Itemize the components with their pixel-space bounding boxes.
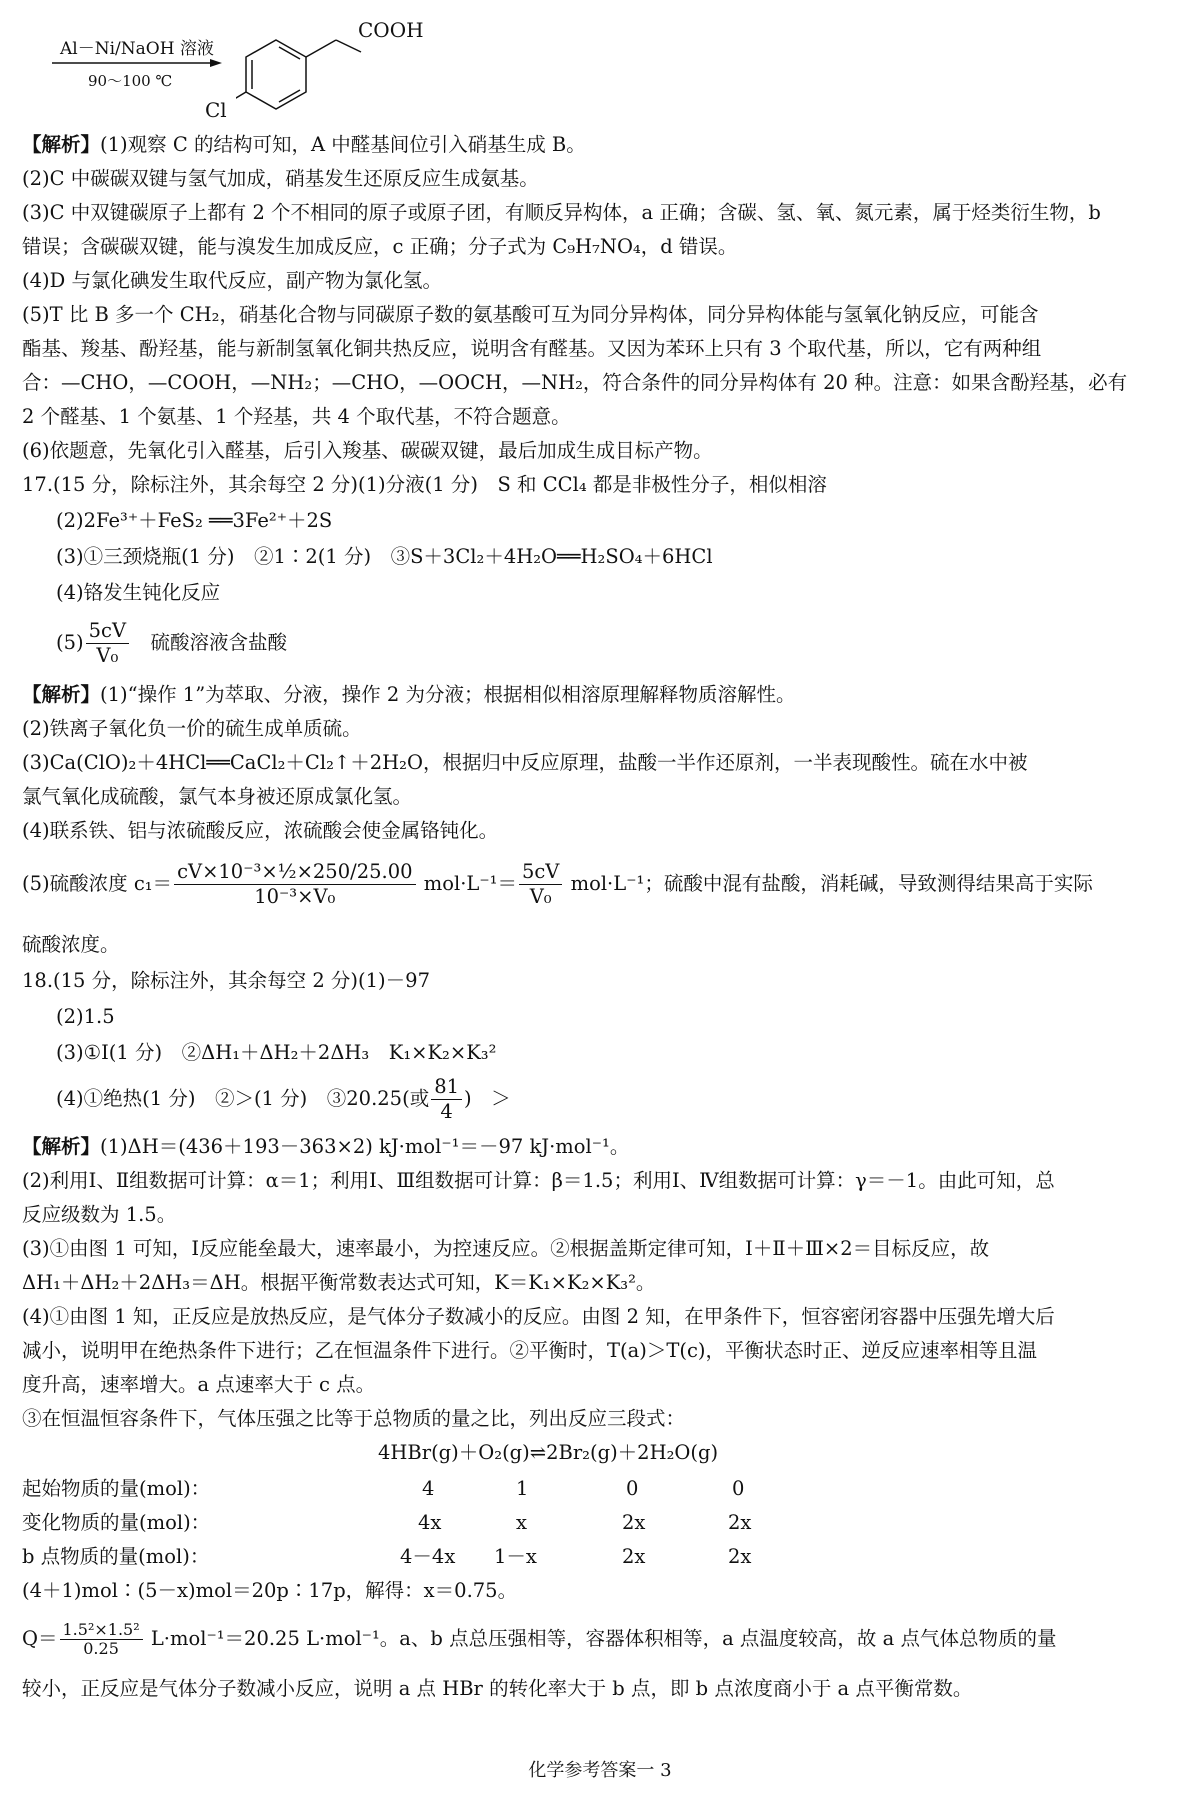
q17-analysis-4: (4)联系铁、铝与浓硫酸反应，浓硫酸会使金属铬钝化。 xyxy=(22,819,499,842)
q18-analysis-3a: (3)①由图 1 可知，Ⅰ反应能垒最大，速率最小，为控速反应。②根据盖斯定律可知，Ⅰ＋Ⅱ＋Ⅲ×2＝目标反应，故 xyxy=(22,1237,990,1260)
q17-analysis-5b: 硫酸浓度。 xyxy=(22,933,120,956)
page-footer: 化学参考答案一 3 xyxy=(528,1760,672,1781)
fraction: $\frac{5cV}{\text{V₀}}$ xyxy=(86,619,129,668)
q18-calc-1: (4＋1)mol∶(5－x)mol＝20p∶17p，解得：x＝0.75。 xyxy=(22,1579,518,1602)
q16-analysis-5c: 合：—CHO，—COOH，—NH₂；—CHO，—OOCH，—NH₂，符合条件的同分异构体有 20 种。注意：如果含酚羟基，必有 xyxy=(22,371,1128,394)
q18-analysis-4a: (4)①由图 1 知，正反应是放热反应，是气体分子数减小的反应。由图 2 知，在甲条件下，恒容密闭容器中压强先增大后 xyxy=(22,1305,1055,1328)
q17-answer-3: (3)①三颈烧瓶(1 分) ②1∶2(1 分) ③S＋3Cl₂＋4H₂O══H₂SO₄＋6HCl xyxy=(56,545,713,568)
q16-analysis-4: (4)D 与氯化碘发生取代反应，副产物为氯化氢。 xyxy=(22,269,442,292)
q18-analysis-1: 【解析】(1)ΔH＝(436＋193－363×2) kJ·mol⁻¹＝－97 kJ·mol⁻¹。 xyxy=(22,1135,630,1158)
fraction: $\frac{5cV}{\text{V₀}}$ xyxy=(519,860,562,909)
q16-analysis-2: (2)C 中碳碳双键与氢气加成，硝基发生还原反应生成氨基。 xyxy=(22,167,539,190)
q18-answer-2: (2)1.5 xyxy=(56,1005,115,1028)
fraction: $\frac{\text{cV×10⁻³×½×250/25.00}}{\text{10⁻³×V₀}}$ xyxy=(174,860,415,909)
q16-analysis-5b: 酯基、羧基、酚羟基，能与新制氢氧化铜共热反应，说明含有醛基。又因为苯环上只有 3 个取代基，所以，它有两种组 xyxy=(22,337,1042,360)
q18-analysis-2b: 反应级数为 1.5。 xyxy=(22,1203,177,1226)
q17-analysis-5: (5)硫酸浓度 c₁＝ $\frac{\text{cV×10⁻³×½×250/25.00}}{\text{10⁻³×V₀}}$ mol·L⁻¹＝ $\frac{5cV}{\text{V₀}}$ mol·L⁻¹；硫酸中混有盐酸，消耗碱，导致测得结果高于实际 xyxy=(22,860,1093,908)
reaction-equation: 4HBr(g)＋O₂(g)⇌2Br₂(g)＋2H₂O(g) xyxy=(378,1441,719,1464)
q17-answer-4: (4)铬发生钝化反应 xyxy=(56,581,221,604)
q18-analysis-3b: ΔH₁＋ΔH₂＋2ΔH₃＝ΔH。根据平衡常数表达式可知，K＝K₁×K₂×K₃²。 xyxy=(22,1271,656,1294)
q16-analysis-5d: 2 个醛基、1 个氨基、1 个羟基，共 4 个取代基，不符合题意。 xyxy=(22,405,571,428)
q18-analysis-last: 较小，正反应是气体分子数减小反应，说明 a 点 HBr 的转化率大于 b 点，即 b 点浓度商小于 a 点平衡常数。 xyxy=(22,1677,973,1700)
q17-analysis-3b: 氯气氧化成硫酸，氯气本身被还原成氯化氢。 xyxy=(22,785,413,808)
q18-answer-4: (4)①绝热(1 分) ②＞(1 分) ③20.25(或 $\frac{81}{4}$ ) ＞ xyxy=(56,1075,511,1123)
q16-analysis-1: 【解析】(1)观察 C 的结构可知，A 中醛基间位引入硝基生成 B。 xyxy=(22,133,586,156)
q18-analysis-2a: (2)利用Ⅰ、Ⅱ组数据可计算：α＝1；利用Ⅰ、Ⅲ组数据可计算：β＝1.5；利用Ⅰ、Ⅳ组数据可计算：γ＝－1。由此可知，总 xyxy=(22,1169,1055,1192)
fraction: $\frac{\text{1.5²×1.5²}}{0.25}$ xyxy=(60,1621,143,1658)
q17-analysis-1: 【解析】(1)“操作 1”为萃取、分液，操作 2 为分液；根据相似相溶原理解释物质溶解性。 xyxy=(22,683,796,706)
cl-group: Cl xyxy=(205,98,227,122)
answer-page: Al－Ni/NaOH 溶液 90～100 ℃ COOH Cl 【解析】(1)观察 C 的结构可知，A 中醛基间位引入硝基生成 B。 (2)C 中碳碳双键与氢气加成，硝基发生还原反应生成氨基。 (3)C 中双键碳原子上都有 2 个不相同的原子或原子团，有顺反异构体，a 正确；含碳、氢、氧、氮元素，属于烃类衍生物，b 错误；含碳碳双键，能与溴发生加成反应，c 正确；分子式为 C₉H₇NO₄，d 错误。 (4)D 与氯化碘发生取代反应，副产物为氯化氢。 (5)T 比 B 多一个 CH₂，硝基化合物与同碳原子数的氨基酸可互为同分异构体，同分异构体能与氢氧化钠反应，可能含 酯基、羧基、酚羟基，能与新制氢氧化铜共热反应，说明含有醛基。又因为苯环上只有 3 个取代基，所以，它有两种组 合：—CHO，—COOH，—NH₂；—CHO，—OOCH，—NH₂，符合条件的同分异构体有 20 种。注意：如果含酚羟基，必有 2 个醛基、1 个氨基、1 个羟基，共 4 个取代基，不符合题意。 (6)依题意，先氧化引入醛基，后引入羧基、碳碳双键，最后加成生成目标产物。 17.(15 分，除标注外，其余每空 2 分)(1)分液(1 分) S 和 CCl₄ 都是非极性分子，相似相溶 (2)2Fe³⁺＋FeS₂ ══3Fe²⁺＋2S (3)①三颈烧瓶(1 分) ②1∶2(1 分) ③S＋3Cl₂＋4H₂O══H₂SO₄＋6HCl (4)铬发生钝化反应 (5) $\frac{5cV}{\text{V₀}}$ 硫酸溶液含盐酸 【解析】(1)“操作 1”为萃取、分液，操作 2 为分液；根据相似相溶原理解释物质溶解性。 (2)铁离子氧化负一价的硫生成单质硫。 (3)Ca(ClO)₂＋4HCl══CaCl₂＋Cl₂↑＋2H₂O，根据归中反应原理，盐酸一半作还原剂，一半表现酸性。硫在水中被 氯气氧化成硫酸，氯气本身被还原成氯化氢。 (4)联系铁、铝与浓硫酸反应，浓硫酸会使金属铬钝化。 (5)硫酸浓度 c₁＝ $\frac{\text{cV×10⁻³×½×250/25.00}}{\text{10⁻³×V₀}}$ mol·L⁻¹＝ $\frac{5cV}{\text{V₀}}$ mol·L⁻¹；硫酸中混有盐酸，消耗碱，导致测得结果高于实际 硫酸浓度。 18.(15 分，除标注外，其余每空 2 分)(1)－97 (2)1.5 (3)①Ⅰ(1 分) ②ΔH₁＋ΔH₂＋2ΔH₃ K₁×K₂×K₃² (4)①绝热(1 分) ②＞(1 分) ③20.25(或 $\frac{81}{4}$ ) ＞ 【解析】(1)ΔH＝(436＋193－363×2) kJ·mol⁻¹＝－97 kJ·mol⁻¹。 (2)利用Ⅰ、Ⅱ组数据可计算：α＝1；利用Ⅰ、Ⅲ组数据可计算：β＝1.5；利用Ⅰ、Ⅳ组数据可计算：γ＝－1。由此可知，总 反应级数为 1.5。 (3)①由图 1 可知，Ⅰ反应能垒最大，速率最小，为控速反应。②根据盖斯定律可知，Ⅰ＋Ⅱ＋Ⅲ×2＝目标反应，故 ΔH₁＋ΔH₂＋2ΔH₃＝ΔH。根据平衡常数表达式可知，K＝K₁×K₂×K₃²。 (4)①由图 1 知，正反应是放热反应，是气体分子数减小的反应。由图 2 知，在甲条件下，恒容密闭容器中压强先增大后 减小，说明甲在绝热条件下进行；乙在恒温条件下进行。②平衡时，T(a)＞T(c)，平衡状态时正、逆反应速率相等且温 度升高，速率增大。a 点速率大于 c 点。 ③在恒温恒容条件下，气体压强之比等于总物质的量之比，列出反应三段式： 4HBr(g)＋O₂(g)⇌2Br₂(g)＋2H₂O(g) 起始物质的量(mol)： 4 1 0 0 变化物质的量(mol)： 4x x 2x 2x b 点物质的量(mol)： 4－4x 1－x 2x 2x (4＋1)mol∶(5－x)mol＝20p∶17p，解得：x＝0.75。 Q＝ $\frac{\text{1.5²×1.5²}}{0.25}$ L·mol⁻¹＝20.25 L·mol⁻¹。a、b 点总压强相等，容器体积相等，a 点温度较高，故 a 点气体总物质的量 较小，正反应是气体分子数减小反应，说明 a 点 HBr 的转化率大于 b 点，即 b 点浓度商小于 a 点平衡常数。 化学参考答案一 3 xyxy=(0,0,1200,1811)
q16-analysis-3a: (3)C 中双键碳原子上都有 2 个不相同的原子或原子团，有顺反异构体，a 正确；含碳、氢、氧、氮元素，属于烃类衍生物，b xyxy=(22,201,1101,224)
q18-analysis-4d: ③在恒温恒容条件下，气体压强之比等于总物质的量之比，列出反应三段式： xyxy=(22,1407,686,1430)
cooh-group: COOH xyxy=(358,18,424,42)
q16-analysis-5a: (5)T 比 B 多一个 CH₂，硝基化合物与同碳原子数的氨基酸可互为同分异构体，同分异构体能与氢氧化钠反应，可能含 xyxy=(22,303,1039,326)
q18-analysis-4c: 度升高，速率增大。a 点速率大于 c 点。 xyxy=(22,1373,376,1396)
q17-analysis-2: (2)铁离子氧化负一价的硫生成单质硫。 xyxy=(22,717,362,740)
reaction-arrow xyxy=(52,58,222,68)
q17-answer-2: (2)2Fe³⁺＋FeS₂ ══3Fe²⁺＋2S xyxy=(56,509,333,532)
reaction-reagent: Al－Ni/NaOH 溶液 xyxy=(60,39,214,59)
q16-analysis-6: (6)依题意，先氧化引入醛基，后引入羧基、碳碳双键，最后加成生成目标产物。 xyxy=(22,439,713,462)
q17-heading: 17.(15 分，除标注外，其余每空 2 分)(1)分液(1 分) S 和 CCl₄ 都是非极性分子，相似相溶 xyxy=(22,473,827,496)
q17-answer-5: (5) $\frac{5cV}{\text{V₀}}$ 硫酸溶液含盐酸 xyxy=(56,619,288,667)
reaction-condition: 90～100 ℃ xyxy=(88,72,173,90)
q18-analysis-4b: 减小，说明甲在绝热条件下进行；乙在恒温条件下进行。②平衡时，T(a)＞T(c)，平衡状态时正、逆反应速率相等且温 xyxy=(22,1339,1037,1362)
fraction: $\frac{81}{4}$ xyxy=(431,1075,462,1124)
q18-calc-q: Q＝ $\frac{\text{1.5²×1.5²}}{0.25}$ L·mol⁻¹＝20.25 L·mol⁻¹。a、b 点总压强相等，容器体积相等，a 点温度较高，故 a 点气体总物质的量 xyxy=(22,1620,1057,1658)
q17-analysis-3a: (3)Ca(ClO)₂＋4HCl══CaCl₂＋Cl₂↑＋2H₂O，根据归中反应原理，盐酸一半作还原剂，一半表现酸性。硫在水中被 xyxy=(22,751,1028,774)
q18-heading: 18.(15 分，除标注外，其余每空 2 分)(1)－97 xyxy=(22,969,430,992)
q18-answer-3: (3)①Ⅰ(1 分) ②ΔH₁＋ΔH₂＋2ΔH₃ K₁×K₂×K₃² xyxy=(56,1041,497,1064)
q16-analysis-3b: 错误；含碳碳双键，能与溴发生加成反应，c 正确；分子式为 C₉H₇NO₄，d 错误。 xyxy=(22,235,738,258)
